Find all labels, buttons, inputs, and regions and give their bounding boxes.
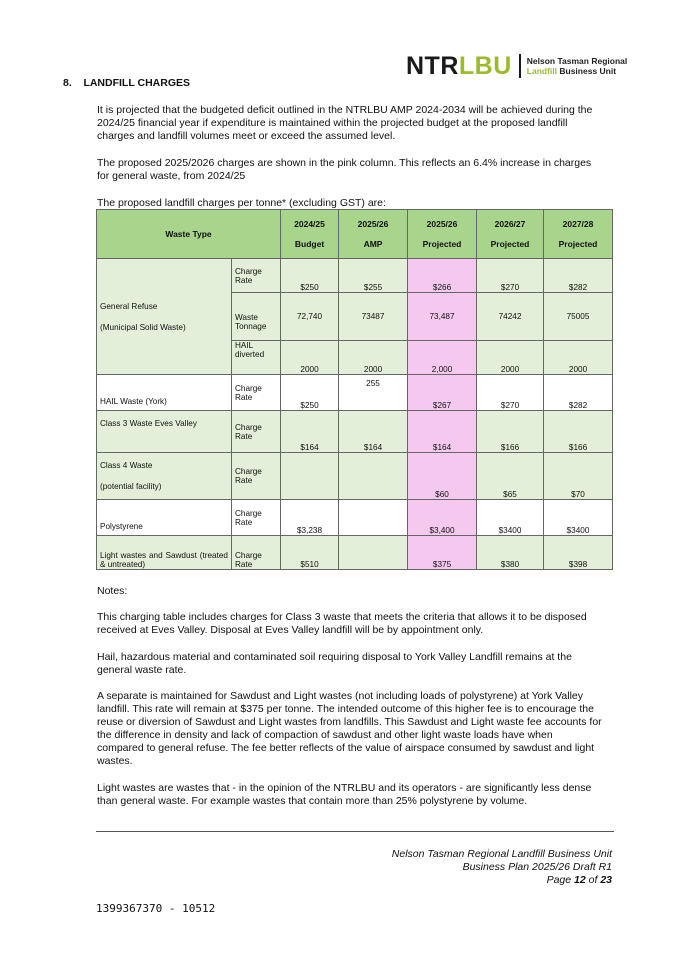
landfill-charges-table	[96, 209, 613, 570]
table-row: Class 4 Waste (potential facility) Charge Rate $60 $65 $70	[97, 453, 613, 500]
footer-divider	[96, 831, 614, 832]
page-footer: Nelson Tasman Regional Landfill Business Unit Business Plan 2025/26 Draft R1 Page 12 of 23	[391, 848, 612, 886]
table-row: Light wastes and Sawdust (treated & untreated) Charge Rate $510 $375 $380 $398	[97, 536, 613, 570]
logo-text: Nelson Tasman Regional Landfill Business Unit	[526, 56, 628, 76]
note-class3: This charging table includes charges for Class 3 waste that meets the criteria that allows it to be disposed received at Eves Valley. Disposal at Eves Valley landfill will be by appointment only.	[97, 611, 587, 636]
table-row: HAIL diverted 2000 2000 2,000 2000 2000	[97, 341, 613, 375]
header-waste-type: Waste Type	[97, 210, 281, 259]
table-row: Polystyrene Charge Rate $3,238 $3,400 $3400 $3400	[97, 500, 613, 536]
ntrlbu-logo	[406, 53, 627, 79]
header-col-4: 2026/27 Projected	[477, 210, 544, 259]
table-row: Class 3 Waste Eves Valley Charge Rate $164 $164 $164 $166 $166	[97, 411, 613, 453]
paragraph-table-intro: The proposed landfill charges per tonne* (excluding GST) are:	[97, 197, 386, 209]
table-row: HAIL Waste (York) Charge Rate $250 255 $267 $270 $282	[97, 375, 613, 411]
header-col-2: 2025/26 AMP	[339, 210, 408, 259]
note-light-wastes: Light wastes are wastes that - in the opinion of the NTRLBU and its operators - are significantly less dense than general waste. For example wastes that contain more than 25% polystyrene by volume.	[97, 782, 592, 807]
header-col-3: 2025/26 Projected	[408, 210, 477, 259]
notes-heading: Notes:	[97, 585, 128, 597]
general-refuse-cell: General Refuse (Municipal Solid Waste)	[97, 259, 232, 375]
logo-divider	[519, 54, 521, 78]
note-hail: Hail, hazardous material and contaminated soil requiring disposal to York Valley Landfill remains at the general waste rate.	[97, 651, 572, 676]
section-heading: 8. LANDFILL CHARGES	[63, 77, 190, 89]
table-row: General Refuse (Municipal Solid Waste) Charge Rate $250 $255 $266 $270 $282	[97, 259, 613, 293]
header-col-5: 2027/28 Projected	[544, 210, 613, 259]
logo-mark: NTRLBU	[406, 51, 512, 80]
paragraph-deficit: It is projected that the budgeted deficit outlined in the NTRLBU AMP 2024-2034 will be achieved during the 2024/25 financial year if expenditure is maintained within the projected budget at the proposed landfill charges and landfill volumes meet or exceed the assumed level.	[97, 104, 593, 142]
table-row: Waste Tonnage 72,740 73487 73,487 74242 75005	[97, 293, 613, 341]
header-col-1: 2024/25 Budget	[281, 210, 339, 259]
table-header-row	[97, 210, 613, 259]
document-id: 1399367370 - 10512	[96, 902, 216, 915]
note-sawdust: A separate is maintained for Sawdust and Light wastes (not including loads of polystyrene) at York Valley landfill. This rate will remain at $375 per tonne. The intended outcome of this higher fee is to encourage the reuse or diversion of Sawdust and Light wastes from landfills. This Sawdust and Light waste fee accounts for the difference in density and lack of compaction of sawdust and other light waste loads have when compared to general refuse. The fee better reflects of the value of airspace consumed by sawdust and light wastes.	[97, 690, 602, 767]
paragraph-increase: The proposed 2025/2026 charges are shown in the pink column. This reflects an 6.4% increase in charges for general waste, from 2024/25	[97, 157, 592, 182]
